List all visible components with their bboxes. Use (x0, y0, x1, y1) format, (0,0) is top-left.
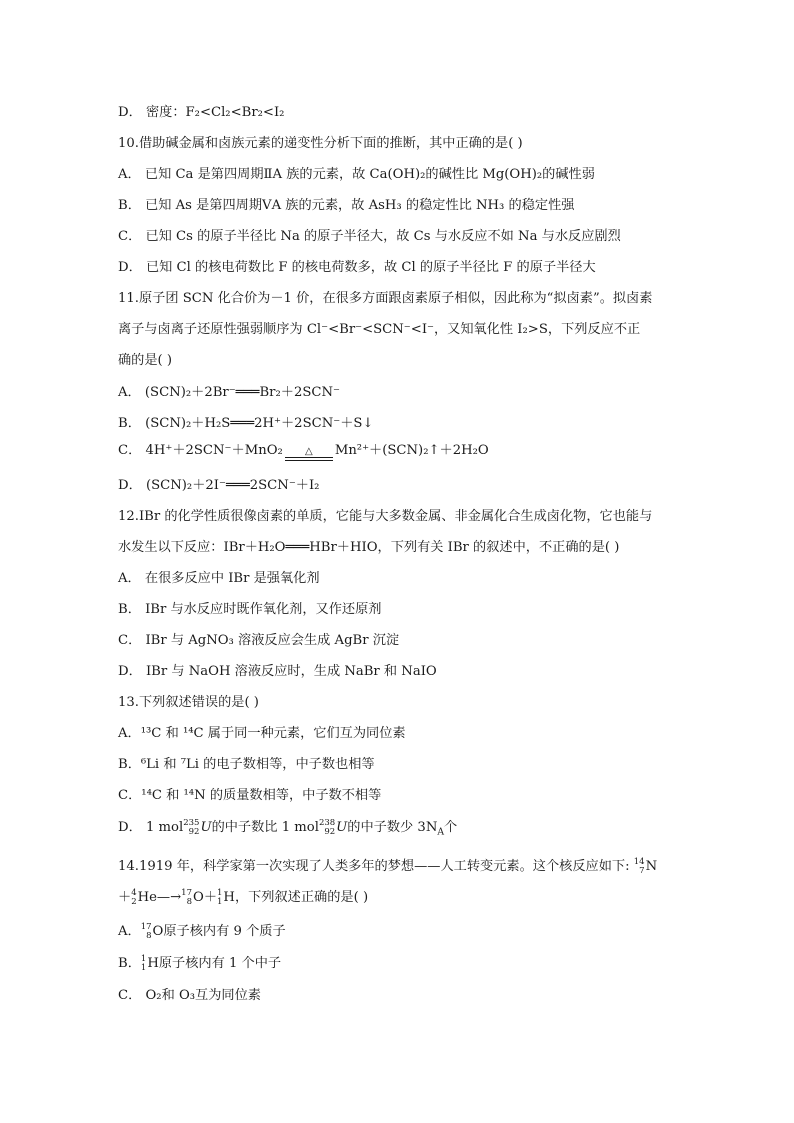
q13-d-end: 个 (444, 820, 458, 835)
q13-option-a: A．¹³C 和 ¹⁴C 属于同一种元素，它们互为同位素 (118, 726, 406, 741)
atomic-number: 8 (146, 930, 152, 941)
q12-option-a: A． 在很多反应中 IBr 是强氧化剂 (118, 571, 320, 586)
mass-number: 4 (131, 887, 137, 898)
mass-number: 238 (318, 817, 336, 828)
plus-sign: ＋ (118, 890, 132, 905)
q11-option-c (118, 441, 489, 461)
q12-option-c: C． IBr 与 AgNO₃ 溶液反应会生成 AgBr 沉淀 (118, 633, 400, 648)
u-symbol: U (336, 820, 348, 835)
u235-nuclide (183, 819, 199, 837)
q14-stem-text: 14.1919 年，科学家第一次实现了人类多年的梦想——人工转变元素。这个核反应如下: (118, 859, 630, 874)
q14-stem-end: ，下列叙述正确的是( ) (234, 890, 369, 905)
n14-nuclide (634, 858, 645, 876)
q12-option-d: D． IBr 与 NaOH 溶液反应时，生成 NaBr 和 NaIO (118, 664, 437, 679)
h1-nuclide (141, 955, 146, 973)
q14-stem-line2 (118, 888, 368, 908)
q11-c-right: Mn²⁺＋(SCN)₂↑＋2H₂O (334, 443, 489, 458)
u238-nuclide (319, 819, 335, 837)
he4-nuclide (131, 889, 136, 907)
mass-number: 1 (140, 953, 147, 964)
q13-d-post: 的中子数少 3N (347, 820, 438, 835)
h1-nuclide (217, 889, 222, 907)
option-label: A． (118, 924, 141, 939)
q11-option-a: A． (SCN)₂＋2Br⁻═══Br₂＋2SCN⁻ (118, 385, 340, 400)
plus-sign: ＋ (203, 890, 217, 905)
atomic-number: 1 (140, 962, 147, 973)
q13-option-d (118, 818, 457, 838)
q14-option-a (118, 922, 286, 942)
q10-option-c: C． 已知 Cs 的原子半径比 Na 的原子半径大，故 Cs 与水反应不如 Na 与水反应剧烈 (118, 229, 621, 244)
q11-c-left: C． 4H⁺＋2SCN⁻＋MnO₂ (118, 443, 283, 458)
he-symbol: He (137, 890, 157, 905)
q12-stem-line1: 12.IBr 的化学性质很像卤素的单质，它能与大多数金属、非金属化合生成卤化物，它也能与 (118, 509, 653, 524)
option-text: 原子核内有 9 个质子 (163, 924, 286, 939)
atomic-number: 1 (217, 896, 223, 907)
avogadro-subscript: A (437, 826, 445, 838)
mass-number: 14 (633, 856, 645, 867)
atomic-number: 7 (639, 865, 645, 876)
atomic-number: 2 (131, 896, 137, 907)
option-text: 原子核内有 1 个中子 (158, 956, 282, 971)
q10-option-b: B． 已知 As 是第四周期ⅤA 族的元素，故 AsH₃ 的稳定性比 NH₃ 的稳定性强 (118, 198, 575, 213)
q10-stem: 10.借助碱金属和卤族元素的递变性分析下面的推断，其中正确的是( ) (118, 136, 523, 151)
q12-stem-line2: 水发生以下反应：IBr＋H₂O═══HBr＋HIO，下列有关 IBr 的叙述中，不正确的是( ) (118, 540, 620, 555)
heat-symbol: △ (304, 446, 313, 457)
q13-stem: 13.下列叙述错误的是( ) (118, 695, 259, 710)
q11-option-d: D． (SCN)₂＋2I⁻═══2SCN⁻＋I₂ (118, 478, 320, 493)
o17-nuclide (181, 889, 192, 907)
o-symbol: O (193, 890, 204, 905)
q11-stem-line3: 确的是( ) (118, 353, 173, 368)
q9-option-d: D． 密度：F₂<Cl₂<Br₂<I₂ (118, 105, 285, 120)
q12-option-b: B． IBr 与水反应时既作氧化剂，又作还原剂 (118, 602, 382, 617)
h-symbol: H (147, 956, 159, 971)
q14-stem-line1 (118, 857, 657, 877)
q13-option-c: C．¹⁴C 和 ¹⁴N 的质量数相等，中子数不相等 (118, 788, 382, 803)
q11-stem-line1: 11.原子团 SCN 化合价为－1 价，在很多方面跟卤素原子相似，因此称为“拟卤素”。拟卤素 (118, 291, 653, 306)
atomic-number: 92 (324, 826, 336, 837)
atomic-number: 92 (188, 826, 200, 837)
q13-d-pre: D． 1 mol (118, 820, 184, 835)
o-symbol: O (152, 924, 164, 939)
mass-number: 1 (217, 887, 223, 898)
atomic-number: 8 (186, 896, 192, 907)
heat-condition (285, 446, 333, 461)
q10-option-d: D． 已知 Cl 的核电荷数比 F 的核电荷数多，故 Cl 的原子半径比 F 的原子半径大 (118, 260, 596, 275)
q14-option-b (118, 954, 281, 974)
q10-option-a: A． 已知 Ca 是第四周期ⅡA 族的元素，故 Ca(OH)₂的碱性比 Mg(OH)₂的碱性弱 (118, 167, 595, 182)
equals-bar (285, 457, 333, 461)
mass-number: 17 (140, 921, 152, 932)
h-symbol: H (223, 890, 235, 905)
q13-option-b: B．⁶Li 和 ⁷Li 的电子数相等，中子数也相等 (118, 757, 375, 772)
mass-number: 17 (181, 887, 192, 898)
option-label: B． (118, 956, 141, 971)
q11-option-b: B． (SCN)₂＋H₂S═══2H⁺＋2SCN⁻＋S↓ (118, 416, 374, 431)
n-symbol: N (645, 859, 658, 874)
q13-d-mid: 的中子数比 1 mol (211, 820, 319, 835)
q14-option-c: C． O₂和 O₃互为同位素 (118, 988, 261, 1003)
o17-nuclide (141, 923, 152, 941)
reaction-arrow: —→ (156, 890, 182, 905)
q11-stem-line2: 离子与卤离子还原性强弱顺序为 Cl⁻<Br⁻<SCN⁻<I⁻，又知氧化性 I₂>S，下列反应不正 (118, 322, 641, 337)
mass-number: 235 (183, 817, 200, 828)
u-symbol: U (200, 820, 212, 835)
